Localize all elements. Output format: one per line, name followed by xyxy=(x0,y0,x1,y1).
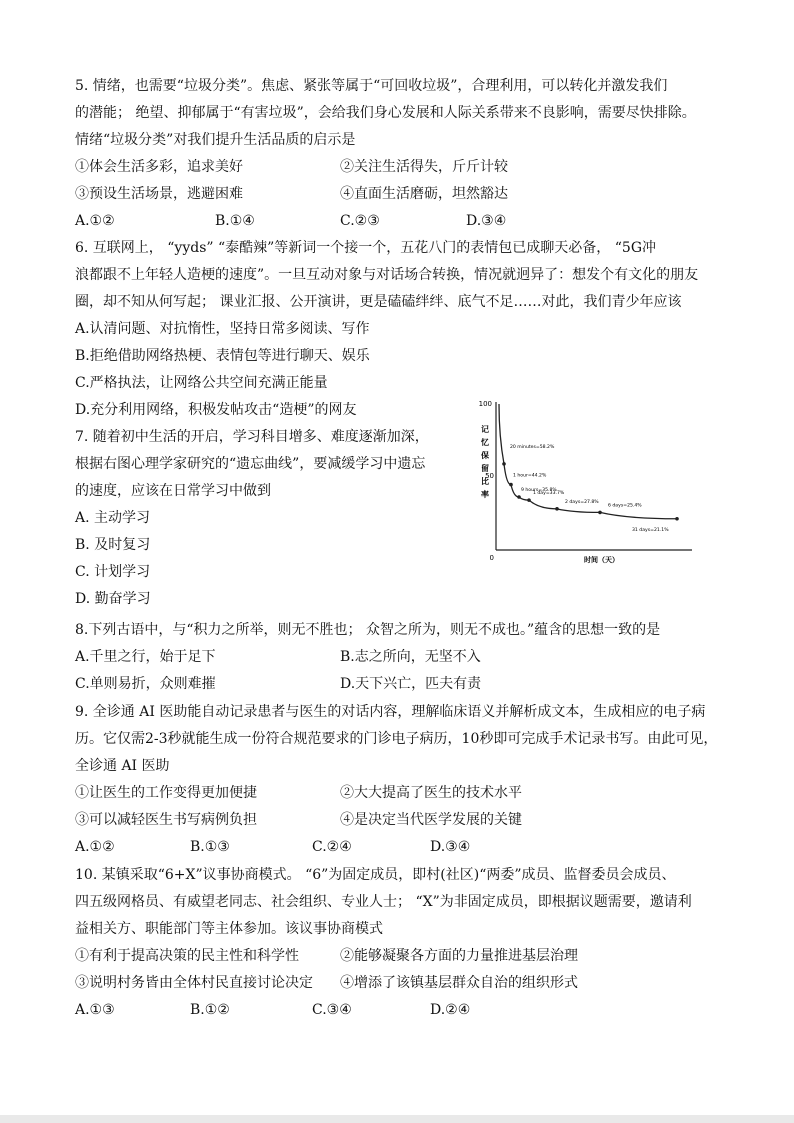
question-text: 6. 互联网上， “yyds” “泰酷辣”等新词一个接一个，五花八门的表情包已成聊天必备， “5G冲 xyxy=(75,240,656,256)
x-axis-label: 时间（天） xyxy=(584,556,619,564)
option-a: A. 主动学习 xyxy=(75,510,151,526)
page-bottom-edge xyxy=(0,1115,794,1123)
question-text: 全诊通 AI 医助 xyxy=(75,758,170,774)
curve-point xyxy=(675,517,679,521)
point-label: 1 hour=44.2% xyxy=(513,473,547,479)
option-b: B.志之所向，无坚不入 xyxy=(340,649,481,665)
option-a: A.认清问题、对抗惰性，坚持日常多阅读、写作 xyxy=(75,321,370,337)
option-d: D.③④ xyxy=(430,839,471,855)
option-c: C.②③ xyxy=(340,213,380,229)
option-d: D.充分利用网络，积极发帖攻击“造梗”的网友 xyxy=(75,402,357,418)
statement-3: ③可以减轻医生书写病例负担 xyxy=(75,812,257,828)
question-text: 历。它仅需2-3秒就能生成一份符合规范要求的门诊电子病历，10秒即可完成手术记录书写。由此可见， xyxy=(75,731,718,747)
statement-3: ③预设生活场景，逃避困难 xyxy=(75,186,243,202)
y-tick-100: 100 xyxy=(478,400,492,408)
statement-1: ①体会生活多彩，追求美好 xyxy=(75,159,243,175)
option-d: D. 勤奋学习 xyxy=(75,591,151,607)
option-c: C.③④ xyxy=(312,1002,352,1018)
statement-4: ④是决定当代医学发展的关键 xyxy=(340,812,522,828)
curve-point xyxy=(555,507,559,511)
option-a: A.①② xyxy=(75,839,115,855)
curve-point xyxy=(502,462,506,466)
point-label: 31 days=21.1% xyxy=(632,527,669,533)
option-c: C. 计划学习 xyxy=(75,564,151,580)
option-a: A.①② xyxy=(75,213,115,229)
question-text: 8.下列古语中，与“积力之所举，则无不胜也； 众智之所为，则无不成也。”蕴含的思想一致的是 xyxy=(75,622,661,638)
option-b: B.①③ xyxy=(190,839,230,855)
statement-4: ④增添了该镇基层群众自治的组织形式 xyxy=(340,975,578,991)
statement-2: ②能够凝聚各方面的力量推进基层治理 xyxy=(340,948,578,964)
question-text: 的速度，应该在日常学习中做到 xyxy=(75,483,271,499)
option-b: B. 及时复习 xyxy=(75,537,151,553)
option-a: A.千里之行，始于足下 xyxy=(75,649,216,665)
option-d: D.③④ xyxy=(466,213,507,229)
curve-point xyxy=(517,495,521,499)
question-text: 四五级网格员、有威望老同志、社会组织、专业人士； “X”为非固定成员，即根据议题需要，邀请利 xyxy=(75,894,692,910)
point-label: 6 days=25.4% xyxy=(608,503,642,509)
question-text: 5. 情绪，也需要“垃圾分类”。焦虑、紧张等属于“可回收垃圾”，合理利用，可以转化并激发我们 xyxy=(75,78,668,94)
statement-4: ④直面生活磨砺，坦然豁达 xyxy=(340,186,508,202)
question-text: 9. 全诊通 AI 医助能自动记录患者与医生的对话内容，理解临床语义并解析成文本，生成相应的电子病 xyxy=(75,704,706,720)
origin-label: 0 xyxy=(489,554,494,562)
option-b: B.拒绝借助网络热梗、表情包等进行聊天、娱乐 xyxy=(75,348,370,364)
statement-1: ①有利于提高决策的民主性和科学性 xyxy=(75,948,299,964)
question-text: 益相关方、职能部门等主体参加。该议事协商模式 xyxy=(75,921,383,937)
question-text: 情绪“垃圾分类”对我们提升生活品质的启示是 xyxy=(75,132,356,148)
question-text: 的潜能； 绝望、抑郁属于“有害垃圾”，会给我们身心发展和人际关系带来不良影响，需要尽快排除。 xyxy=(75,105,696,121)
point-label: 1 day=33.7% xyxy=(533,491,565,497)
y-axis-label: 记忆保留比率 xyxy=(481,425,489,499)
curve-point xyxy=(509,483,513,487)
option-d: D.②④ xyxy=(430,1002,471,1018)
option-c: C.单则易折，众则难摧 xyxy=(75,676,216,692)
option-c: C.严格执法，让网络公共空间充满正能量 xyxy=(75,375,328,391)
point-label: 20 minutes=58.2% xyxy=(510,444,555,450)
y-tick-50: 50 xyxy=(485,472,494,480)
option-a: A.①③ xyxy=(75,1002,115,1018)
point-label: 2 days=27.8% xyxy=(565,499,599,505)
statement-2: ②关注生活得失，斤斤计较 xyxy=(340,159,508,175)
option-b: B.①② xyxy=(190,1002,230,1018)
question-text: 根据右图心理学家研究的“遗忘曲线”，要减缓学习中遗忘 xyxy=(75,456,426,472)
question-text: 7. 随着初中生活的开启，学习科目增多、难度逐渐加深， xyxy=(75,429,429,445)
question-text: 圈，却不知从何写起； 课业汇报、公开演讲，更是磕磕绊绊、底气不足……对此，我们青少年应该 xyxy=(75,294,682,310)
option-c: C.②④ xyxy=(312,839,352,855)
point-label: 9 hours=35.8% xyxy=(521,488,557,494)
curve-point xyxy=(598,511,602,515)
statement-3: ③说明村务皆由全体村民直接讨论决定 xyxy=(75,975,313,991)
curve-point xyxy=(527,498,531,502)
forgetting-curve-chart xyxy=(472,392,702,570)
question-text: 10. 某镇采取“6+X”议事协商模式。 “6”为固定成员，即村(社区)“两委”成员、监督委员会成员、 xyxy=(75,867,676,883)
statement-1: ①让医生的工作变得更加便捷 xyxy=(75,785,257,801)
statement-2: ②大大提高了医生的技术水平 xyxy=(340,785,522,801)
question-text: 浪都跟不上年轻人造梗的速度”。一旦互动对象与对话场合转换，情况就迥异了：想发个有文化的朋友 xyxy=(75,267,699,283)
option-d: D.天下兴亡，匹夫有责 xyxy=(340,676,482,692)
option-b: B.①④ xyxy=(215,213,255,229)
